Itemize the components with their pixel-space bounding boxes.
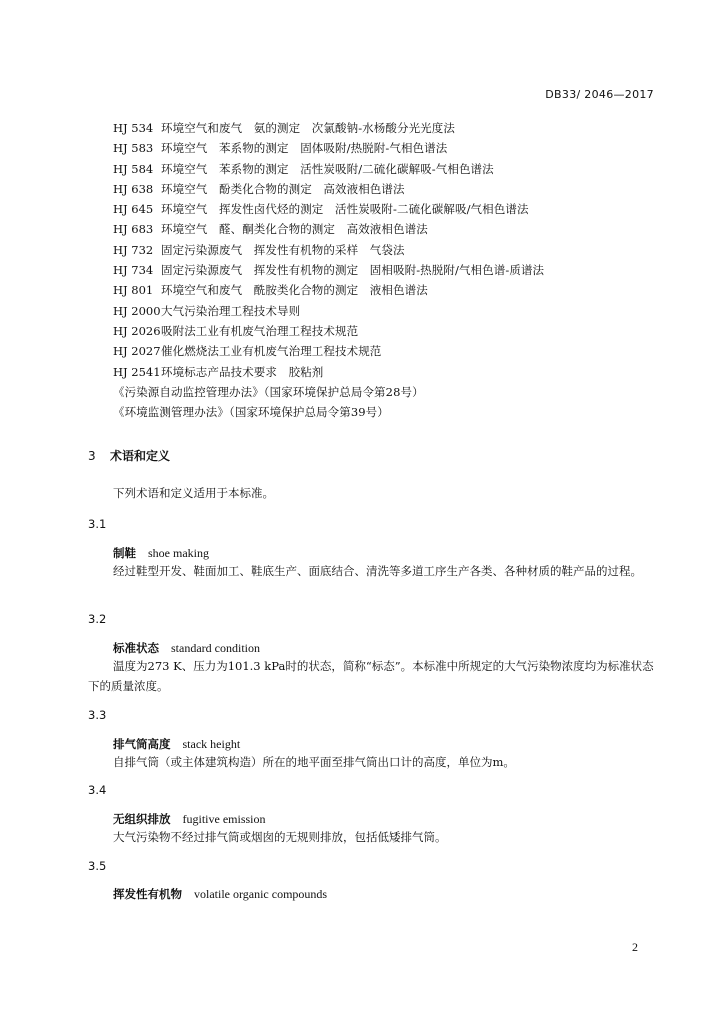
term-en: fugitive emission <box>182 812 266 826</box>
term-en: shoe making <box>148 546 209 560</box>
reference-item <box>113 341 673 361</box>
reference-title: 环境标志产品技术要求 胶粘剂 <box>161 364 324 379</box>
term-definition: 经过鞋型开发、鞋面加工、鞋底生产、面底结合、清洗等多道工序生产各类、各种材质的鞋产品的过程。 <box>113 564 642 578</box>
term-heading <box>113 886 327 902</box>
term-heading <box>113 736 240 752</box>
reference-code: HJ 584 <box>113 161 154 176</box>
reference-item <box>113 402 673 422</box>
term-number: 3.2 <box>88 612 107 626</box>
reference-item <box>113 138 673 158</box>
reference-title: 《污染源自动监控管理办法》（国家环境保护总局令第28号） <box>113 384 424 399</box>
reference-item <box>113 219 673 239</box>
reference-item <box>113 179 673 199</box>
reference-title: 环境空气 酚类化合物的测定 高效液相色谱法 <box>161 181 405 196</box>
reference-title: 固定污染源废气 挥发性有机物的测定 固相吸附-热脱附/气相色谱-质谱法 <box>161 263 545 278</box>
reference-code: HJ 2000 <box>113 303 161 318</box>
section-number: 3 <box>88 449 96 463</box>
reference-item <box>113 362 673 382</box>
reference-item <box>113 240 673 260</box>
normative-references-list <box>113 118 673 422</box>
reference-title: 大气污染治理工程技术导则 <box>161 303 301 318</box>
reference-item <box>113 301 673 321</box>
reference-code: HJ 2541 <box>113 364 161 379</box>
term-definition: 大气污染物不经过排气筒或烟囱的无规则排放，包括低矮排气筒。 <box>113 830 447 844</box>
reference-item <box>113 260 673 280</box>
reference-code: HJ 583 <box>113 141 154 156</box>
term-en: stack height <box>182 737 241 751</box>
reference-code: HJ 2027 <box>113 344 161 359</box>
reference-item <box>113 321 673 341</box>
reference-title: 吸附法工业有机废气治理工程技术规范 <box>161 323 359 338</box>
reference-title: 环境空气 苯系物的测定 固体吸附/热脱附-气相色谱法 <box>161 141 448 156</box>
reference-item <box>113 382 673 402</box>
reference-code: HJ 732 <box>113 242 154 257</box>
reference-code: HJ 683 <box>113 222 154 237</box>
section-heading <box>88 447 170 464</box>
reference-item <box>113 199 673 219</box>
term-heading <box>113 640 260 656</box>
term-zh: 制鞋 <box>113 546 136 560</box>
term-zh: 排气筒高度 <box>113 737 171 751</box>
term-number: 3.1 <box>88 517 107 531</box>
term-number: 3.5 <box>88 859 107 873</box>
term-heading <box>113 811 266 827</box>
reference-title: 环境空气和废气 酰胺类化合物的测定 液相色谱法 <box>161 283 428 298</box>
term-heading <box>113 545 209 561</box>
reference-code: HJ 734 <box>113 263 154 278</box>
section-title: 术语和定义 <box>110 449 171 463</box>
reference-title: 环境空气 挥发性卤代烃的测定 活性炭吸附-二硫化碳解吸/气相色谱法 <box>161 202 529 217</box>
term-zh: 无组织排放 <box>113 812 171 826</box>
reference-title: 环境空气 苯系物的测定 活性炭吸附/二硫化碳解吸-气相色谱法 <box>161 161 494 176</box>
term-en: standard condition <box>171 641 260 655</box>
reference-item <box>113 159 673 179</box>
term-zh: 标准状态 <box>113 641 159 655</box>
term-number: 3.4 <box>88 783 107 797</box>
reference-code: HJ 534 <box>113 121 154 135</box>
standard-code-header: DB33/ 2046—2017 <box>545 88 654 101</box>
reference-item <box>113 280 673 300</box>
page-number: 2 <box>632 940 638 954</box>
term-definition: 温度为273 K、压力为101.3 kPa时的状态，简称“标态”。本标准中所规定的大气污染物浓度均为标准状态下的质量浓度。 <box>88 659 654 693</box>
reference-code: HJ 801 <box>113 283 154 298</box>
reference-item <box>113 118 673 138</box>
reference-code: HJ 638 <box>113 181 154 196</box>
term-zh: 挥发性有机物 <box>113 887 182 901</box>
reference-title: 固定污染源废气 挥发性有机物的采样 气袋法 <box>161 242 405 257</box>
section-intro: 下列术语和定义适用于本标准。 <box>113 486 274 500</box>
term-en: volatile organic compounds <box>194 887 328 901</box>
reference-code: HJ 2026 <box>113 323 161 338</box>
reference-title: 催化燃烧法工业有机废气治理工程技术规范 <box>161 344 382 359</box>
reference-title: 环境空气 醛、酮类化合物的测定 高效液相色谱法 <box>161 222 428 237</box>
reference-title: 《环境监测管理办法》（国家环境保护总局令第39号） <box>113 405 389 420</box>
reference-title: 环境空气和废气 氨的测定 次氯酸钠-水杨酸分光光度法 <box>161 121 455 135</box>
reference-code: HJ 645 <box>113 202 154 217</box>
term-definition: 自排气筒（或主体建筑构造）所在的地平面至排气筒出口计的高度，单位为m。 <box>113 755 515 769</box>
term-number: 3.3 <box>88 708 107 722</box>
